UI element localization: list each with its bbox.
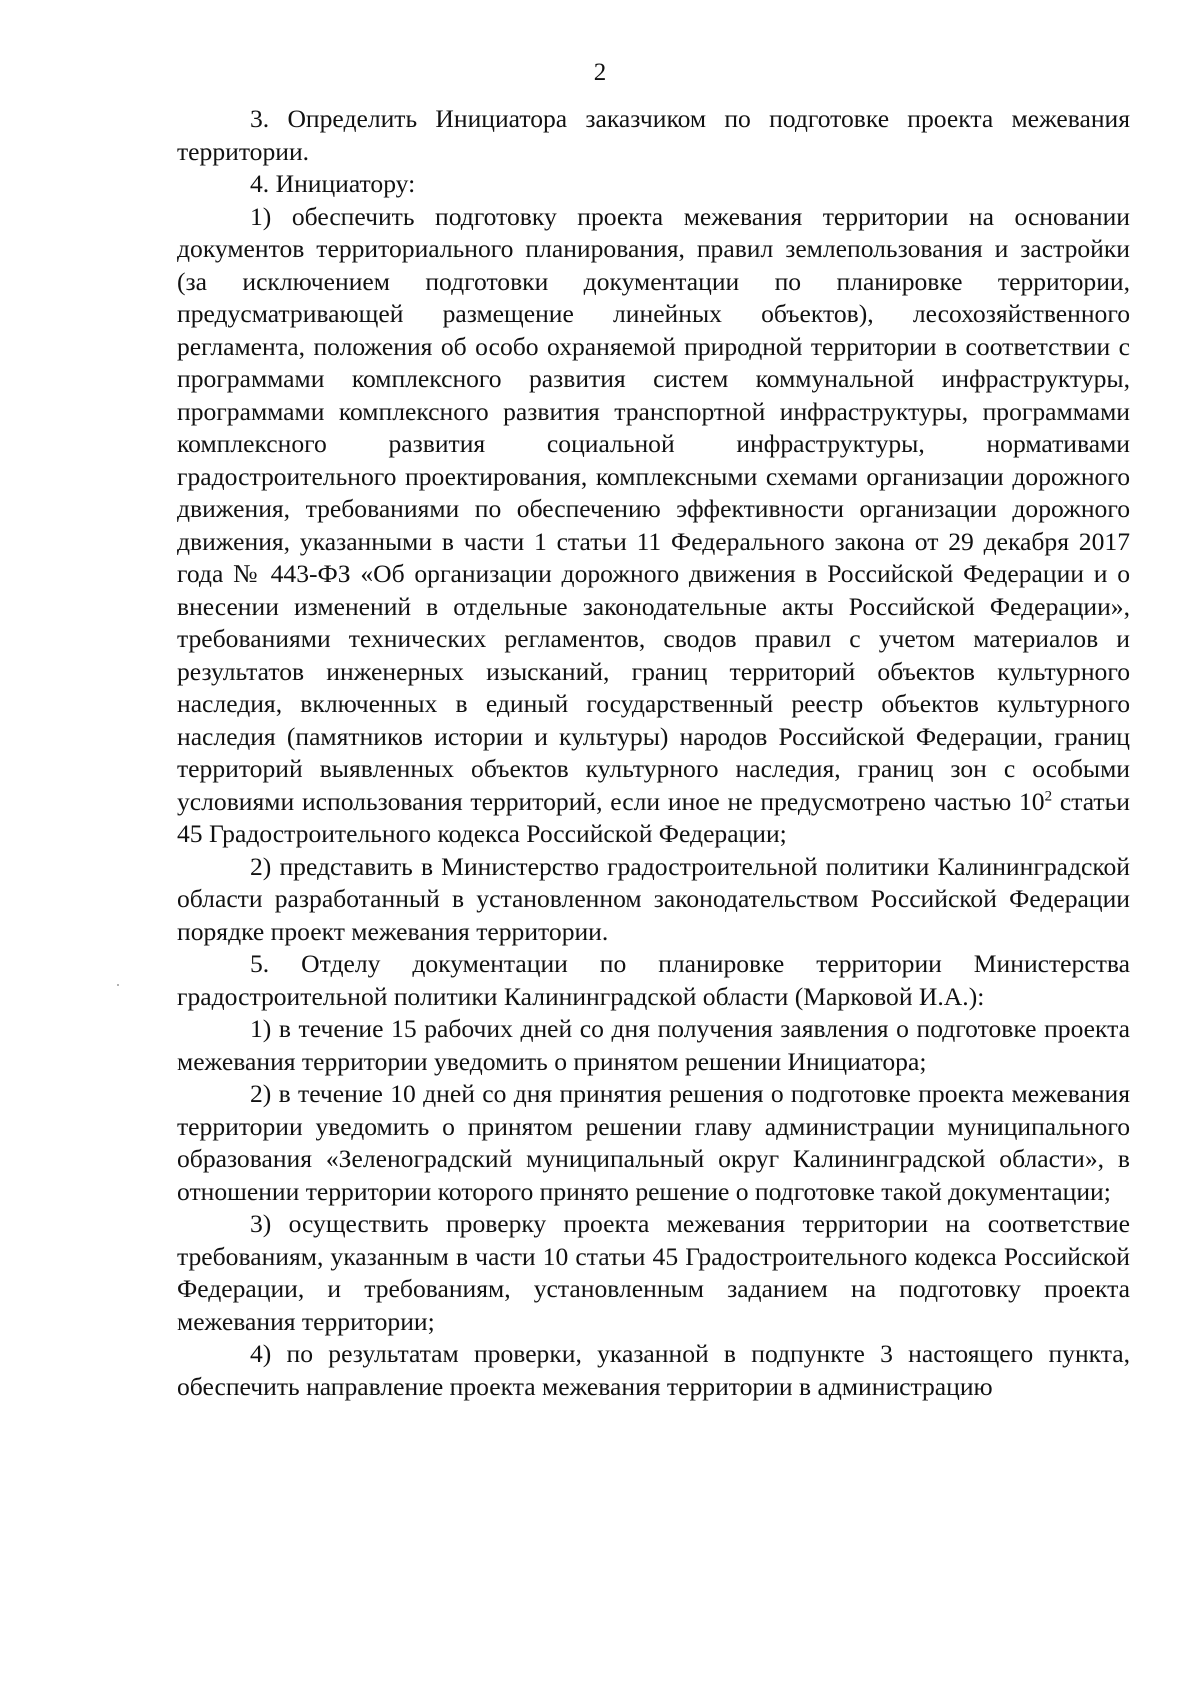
superscript-2: 2: [1044, 787, 1053, 804]
scan-speck: [117, 984, 119, 986]
paragraph-3: 3. Определить Инициатора заказчиком по подготовке проекта межевания территории.: [177, 104, 1130, 166]
paragraph-5-4: 4) по результатам проверки, указанной в подпункте 3 настоящего пункта, обеспечить направление проекта межевания территории в администрацию: [177, 1339, 1130, 1401]
paragraph-5-3: 3) осуществить проверку проекта межевания территории на соответствие требованиям, указанным в части 10 статьи 45 Градостроительного кодекса Российской Федерации, и требованиям, установленным заданием на подготовку проекта межевания территории;: [177, 1209, 1130, 1336]
paragraph-5: 5. Отделу документации по планировке территории Министерства градостроительной политики Калининградской области (Марковой И.А.):: [177, 949, 1130, 1011]
paragraph-4-1: [177, 201, 1130, 851]
paragraph-4-1-text: 1) обеспечить подготовку проекта межевания территории на основании документов территориального планирования, правил землепользования и застройки (за исключением подготовки документации по планировке территории, предусматривающей размещение линейных объектов), лесохозяйственного регламента, положения об особо охраняемой природной территории в соответствии с программами комплексного развития систем коммунальной инфраструктуры, программами комплексного развития транспортной инфраструктуры, программами комплексного развития социальной инфраструктуры, нормативами градостроительного проектирования, комплексными схемами организации дорожного движения, требованиями по обеспечению эффективности организации дорожного движения, указанными в части 1 статьи 11 Федерального закона от 29 декабря 2017 года № 443-ФЗ «Об организации дорожного движения в Российской Федерации и о внесении изменений в отдельные законодательные акты Российской Федерации», требованиями технических регламентов, сводов правил с учетом материалов и результатов инженерных изысканий, границ территорий объектов культурного наследия, включенных в единый государственный реестр объектов культурного наследия (памятников истории и культуры) народов Российской Федерации, границ территорий выявленных объектов культурного наследия, границ зон с особыми условиями использования территорий, если иное не предусмотрено частью 10: [177, 201, 1130, 816]
paragraph-4-2: 2) представить в Министерство градостроительной политики Калининградской области разработанный в установленном законодательством Российской Федерации порядке проект межевания территории.: [177, 851, 1130, 946]
document-body: [177, 103, 1130, 1403]
paragraph-4-1-tail: статьи 45 Градостроительного кодекса Российской Федерации;: [177, 786, 1130, 848]
paragraph-5-2: 2) в течение 10 дней со дня принятия решения о подготовке проекта межевания территории уведомить о принятом решении главу администрации муниципального образования «Зеленоградский муниципальный округ Калининградской области», в отношении территории которого принято решение о подготовке такой документации;: [177, 1079, 1130, 1206]
page-number: 2: [593, 59, 607, 86]
paragraph-4: 4. Инициатору:: [250, 169, 416, 198]
paragraph-5-1: 1) в течение 15 рабочих дней со дня получения заявления о подготовке проекта межевания территории уведомить о принятом решении Инициатора;: [177, 1014, 1130, 1076]
